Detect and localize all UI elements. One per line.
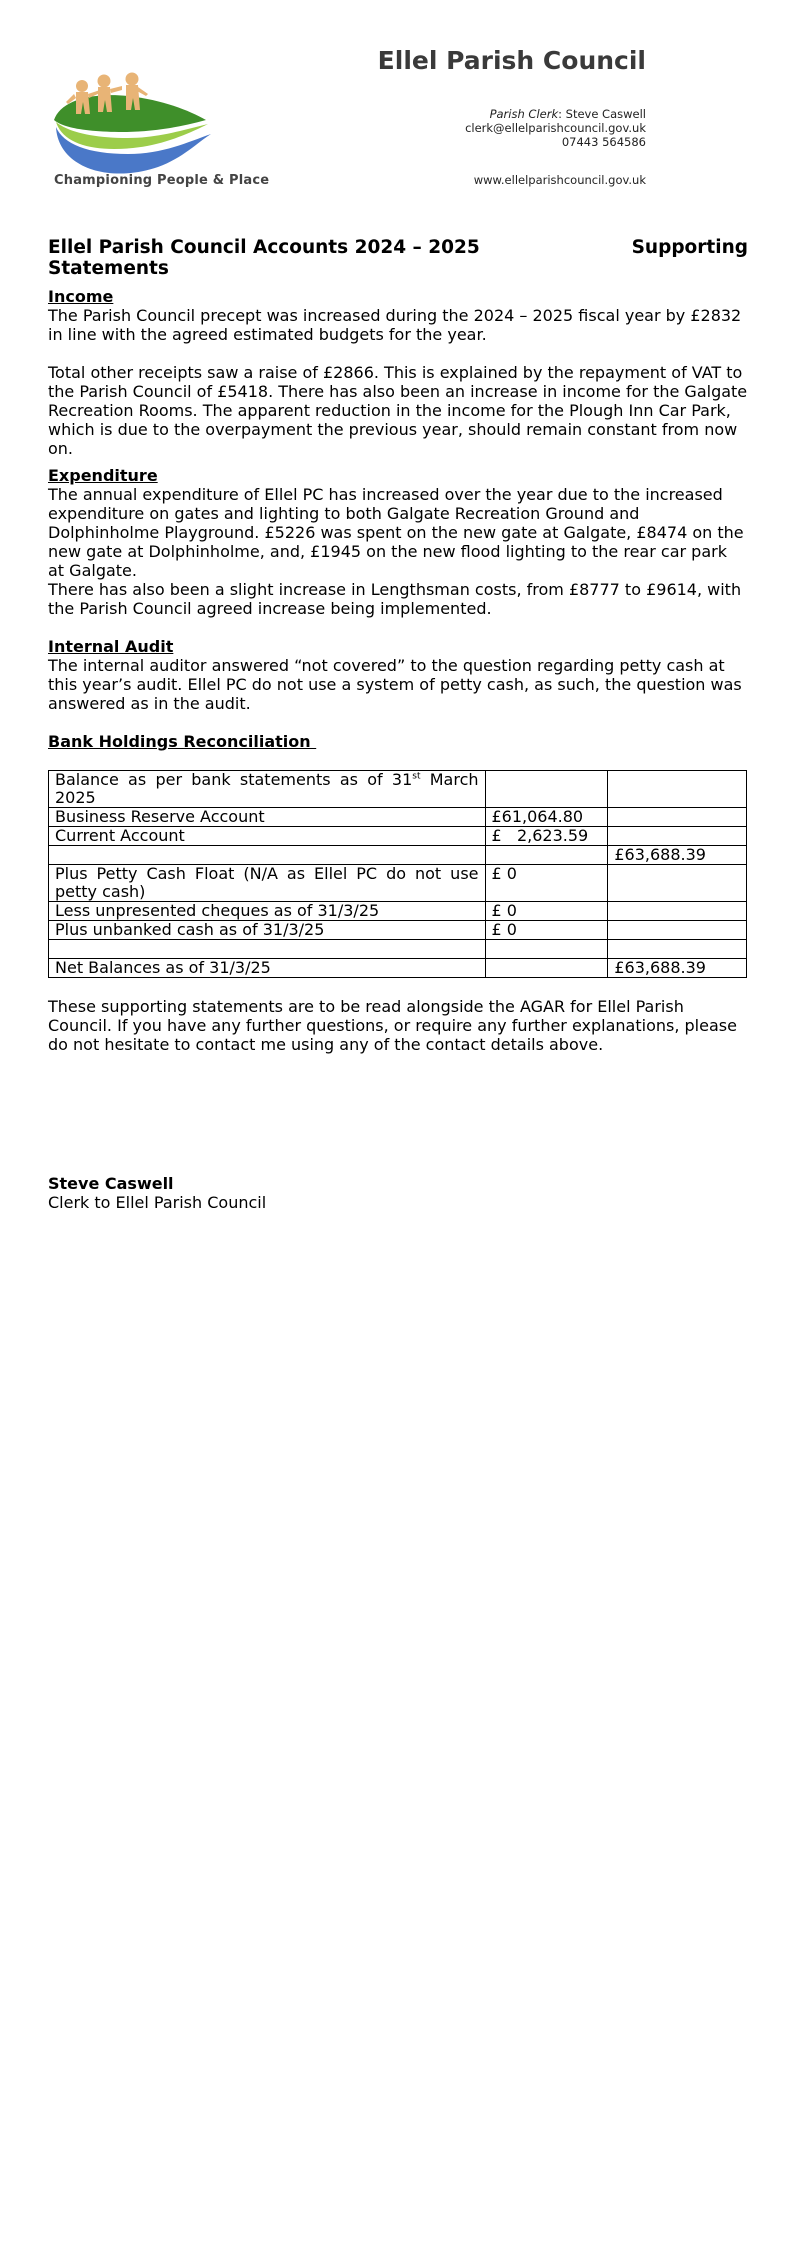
table-cell-total: £63,688.39 [608, 846, 747, 865]
logo-tagline: Championing People & Place [54, 173, 270, 188]
table-cell-total [608, 940, 747, 959]
table-cell-label: Net Balances as of 31/3/25 [49, 959, 486, 978]
table-row [49, 808, 747, 827]
table-cell-label [49, 940, 486, 959]
table-cell-total [608, 827, 747, 846]
title-line2: Statements [48, 258, 169, 279]
table-row [49, 940, 747, 959]
table-row [49, 771, 747, 808]
income-paragraph-1: The Parish Council precept was increased during the 2024 – 2025 fiscal year by £2832 in line with the agreed estimated budgets for the year. [48, 306, 742, 344]
table-cell-total [608, 771, 747, 808]
table-cell-label: Business Reserve Account [49, 808, 486, 827]
table-cell-amount [485, 959, 608, 978]
expenditure-heading: Expenditure [48, 466, 158, 485]
table-cell-amount [485, 771, 608, 808]
table-cell-amount: £61,064.80 [485, 808, 608, 827]
expenditure-paragraph-1: The annual expenditure of Ellel PC has increased over the year due to the increased expenditure on gates and lighting to both Galgate Recreation Ground and Dolphinholme Playground. £5226 was spent on the new gate at Galgate, £8474 on the new gate at Dolphinholme, and, £1945 on the new flood lighting to the rear car park at Galgate. [48, 485, 744, 580]
contact-details [465, 107, 646, 149]
council-website: www.ellelparishcouncil.gov.uk [473, 173, 646, 187]
table-cell-total [608, 808, 747, 827]
table-cell-total [608, 902, 747, 921]
internal-audit-paragraph: The internal auditor answered “not covered” to the question regarding petty cash at this year’s audit. Ellel PC do not use a system of petty cash, as such, the question was answered as in the audit. [48, 656, 742, 713]
table-cell-label: Plus unbanked cash as of 31/3/25 [49, 921, 486, 940]
table-cell-label: Plus Petty Cash Float (N/A as Ellel PC do not use petty cash) [49, 865, 486, 902]
table-row [49, 865, 747, 902]
clerk-role: Parish Clerk [489, 107, 559, 121]
document-body [48, 237, 748, 1212]
expenditure-paragraph-2: There has also been a slight increase in Lengthsman costs, from £8777 to £9614, with the Parish Council agreed increase being implemented. [48, 580, 742, 618]
clerk-email: clerk@ellelparishcouncil.gov.uk [465, 121, 646, 135]
table-row [49, 921, 747, 940]
income-paragraph-2: Total other receipts saw a raise of £2866. This is explained by the repayment of VAT to the Parish Council of £5418. There has also been an increase in income for the Galgate Recreation Rooms. The apparent reduction in the income for the Plough Inn Car Park, which is due to the overpayment the previous year, should remain constant from now on. [48, 363, 748, 458]
bank-reconciliation-heading: Bank Holdings Reconciliation [48, 732, 317, 751]
table-cell-label: Less unpresented cheques as of 31/3/25 [49, 902, 486, 921]
table-cell-label [49, 846, 486, 865]
internal-audit-heading: Internal Audit [48, 637, 174, 656]
table-cell-label: Current Account [49, 827, 486, 846]
table-cell-total [608, 865, 747, 902]
table-cell-amount: £ 0 [485, 902, 608, 921]
table-cell-amount [485, 846, 608, 865]
table-cell-amount: £ 0 [485, 865, 608, 902]
council-name: Ellel Parish Council [377, 46, 646, 75]
clerk-phone: 07443 564586 [561, 135, 646, 149]
table-cell-label: Balance as per bank statements as of 31st March 2025 [49, 771, 486, 808]
income-heading: Income [48, 287, 114, 306]
document-title [48, 237, 748, 279]
closing-paragraph: These supporting statements are to be read alongside the AGAR for Ellel Parish Council. If you have any further questions, or require any further explanations, please do not hesitate to contact me using any of the contact details above. [48, 997, 737, 1054]
table-cell-amount: £ 2,623.59 [485, 827, 608, 846]
table-cell-amount: £ 0 [485, 921, 608, 940]
signature-title: Clerk to Ellel Parish Council [48, 1193, 267, 1212]
parish-logo-icon [48, 72, 213, 182]
signature-name: Steve Caswell [48, 1174, 174, 1193]
table-cell-total: £63,688.39 [608, 959, 747, 978]
table-row [49, 846, 747, 865]
title-left: Ellel Parish Council Accounts 2024 – 2025 [48, 237, 480, 258]
table-row [49, 902, 747, 921]
title-right: Supporting [631, 237, 748, 258]
clerk-line [465, 107, 646, 121]
table-row [49, 959, 747, 978]
table-cell-total [608, 921, 747, 940]
clerk-name: : Steve Caswell [558, 107, 646, 121]
table-row [49, 827, 747, 846]
bank-reconciliation-table [48, 770, 747, 978]
table-cell-amount [485, 940, 608, 959]
